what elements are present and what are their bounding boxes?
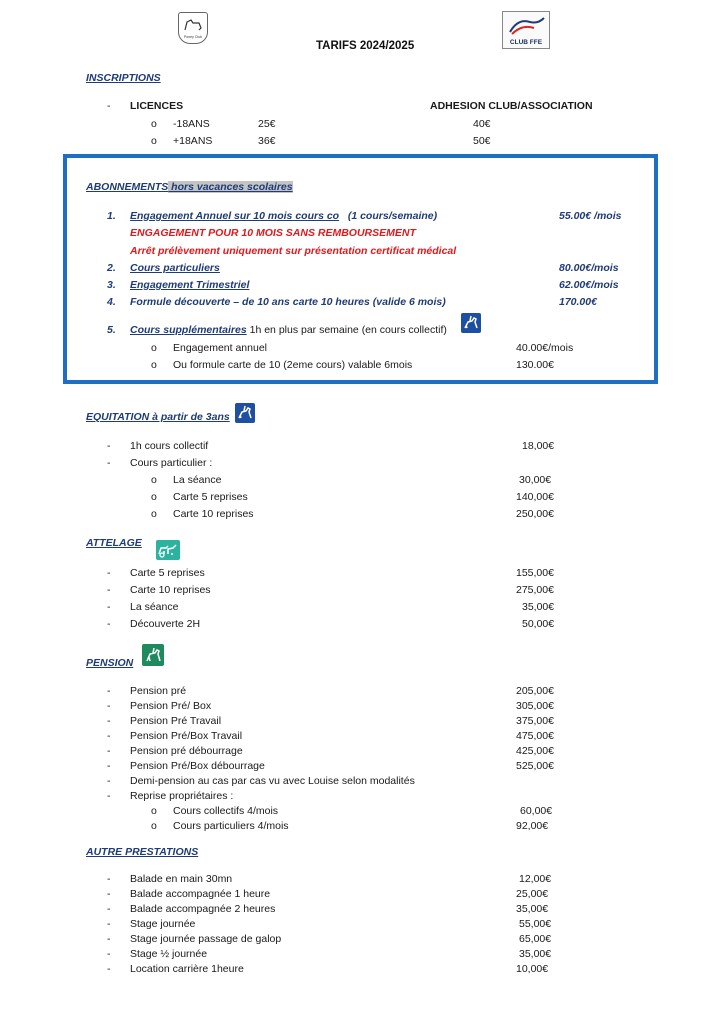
list-item-price: 18,00€ — [522, 440, 555, 452]
list-item-label: Reprise propriétaires : — [130, 790, 234, 802]
list-item-label: Pension pré débourrage — [130, 745, 243, 757]
list-dash: - — [107, 100, 111, 112]
sub-item-label: Ou formule carte de 10 (2eme cours) valable 6mois — [173, 359, 413, 371]
club-logo — [178, 12, 208, 44]
section-pension: PENSION — [86, 657, 134, 669]
list-item-price: 275,00€ — [516, 584, 554, 596]
abonnement-extra: 1h en plus par semaine (en cours collectif) — [246, 324, 447, 336]
list-circle: o — [151, 342, 157, 354]
sub-item-price: 40.00€/mois — [516, 342, 574, 354]
list-circle: o — [151, 135, 157, 147]
list-circle: o — [151, 474, 157, 486]
list-item-price: 155,00€ — [516, 567, 554, 579]
sub-item-price: 250,00€ — [516, 508, 554, 520]
list-item-label: Balade accompagnée 2 heures — [130, 903, 276, 915]
list-dash: - — [107, 584, 111, 596]
list-dash: - — [107, 873, 111, 885]
list-item-label: 1h cours collectif — [130, 440, 209, 452]
list-item-label: Cours particulier : — [130, 457, 213, 469]
club-logo-text: Poney Club — [183, 35, 203, 39]
sub-item-label: Carte 10 reprises — [173, 508, 254, 520]
list-dash: - — [107, 601, 111, 613]
list-item-price: 35,00€ — [522, 601, 555, 613]
list-item-price: 10,00€ — [516, 963, 549, 975]
sub-item-price: 140,00€ — [516, 491, 554, 503]
list-item-label: Balade en main 30mn — [130, 873, 233, 885]
list-item-price: 475,00€ — [516, 730, 554, 742]
list-item-price: 375,00€ — [516, 715, 554, 727]
list-item-label: Location carrière 1heure — [130, 963, 244, 975]
abonnement-extra: (1 cours/semaine) — [347, 210, 438, 222]
list-item-label: Carte 5 reprises — [130, 567, 205, 579]
sub-item-label: Cours collectifs 4/mois — [173, 805, 279, 817]
list-circle: o — [151, 359, 157, 371]
list-dash: - — [107, 715, 111, 727]
list-item-label: Stage ½ journée — [130, 948, 208, 960]
section-autres: AUTRE PRESTATIONS — [86, 846, 199, 858]
list-item-price: 55,00€ — [519, 918, 552, 930]
sub-item-price: 130.00€ — [516, 359, 554, 371]
item-number: 2. — [107, 262, 116, 274]
abonnement-price: 62.00€/mois — [559, 279, 619, 291]
adhesion-label: ADHESION CLUB/ASSOCIATION — [430, 100, 593, 112]
abonnement-item — [130, 210, 437, 222]
item-number: 3. — [107, 279, 116, 291]
list-item-label: Pension Pré/Box débourrage — [130, 760, 265, 772]
sub-item-label: Engagement annuel — [173, 342, 267, 354]
list-item-label: Pension Pré/ Box — [130, 700, 212, 712]
list-item-price: 35,00€ — [519, 948, 552, 960]
list-circle: o — [151, 805, 157, 817]
list-item-price: 305,00€ — [516, 700, 554, 712]
list-item-label: La séance — [130, 601, 179, 613]
list-item-label: Découverte 2H — [130, 618, 201, 630]
list-item-label: Balade accompagnée 1 heure — [130, 888, 271, 900]
sub-item-label: Carte 5 reprises — [173, 491, 248, 503]
list-dash: - — [107, 700, 111, 712]
abonnement-label: Cours supplémentaires — [130, 324, 247, 336]
list-item-price: 50,00€ — [522, 618, 555, 630]
list-item-label: Pension Pré Travail — [130, 715, 222, 727]
adhesion-price: 40€ — [473, 118, 491, 130]
list-dash: - — [107, 948, 111, 960]
age-label: +18ANS — [173, 135, 213, 147]
abonnement-price: 80.00€/mois — [559, 262, 619, 274]
ffe-logo — [502, 11, 550, 49]
list-circle: o — [151, 118, 157, 130]
abonnement-label: Formule découverte – de 10 ans carte 10 heures (valide 6 mois) — [130, 296, 446, 308]
licences-label: LICENCES — [130, 100, 184, 112]
list-item-price: 35,00€ — [516, 903, 549, 915]
page-title: TARIFS 2024/2025 — [316, 40, 415, 52]
list-item-label: Pension pré — [130, 685, 187, 697]
list-dash: - — [107, 888, 111, 900]
list-dash: - — [107, 760, 111, 772]
abonnements-heading: ABONNEMENTS — [86, 181, 169, 193]
abonnement-price: 55.00€ /mois — [559, 210, 622, 222]
section-inscriptions: INSCRIPTIONS — [86, 72, 161, 84]
list-circle: o — [151, 491, 157, 503]
list-circle: o — [151, 508, 157, 520]
horse-icon — [179, 16, 207, 34]
age-label: -18ANS — [173, 118, 210, 130]
ffe-logo-text: CLUB FFE — [509, 39, 543, 46]
list-item-label: Stage journée — [130, 918, 196, 930]
list-dash: - — [107, 745, 111, 757]
section-equitation: EQUITATION à partir de 3ans — [86, 411, 230, 423]
sub-item-price: 30,00€ — [519, 474, 552, 486]
abonnement-label: Engagement Annuel sur 10 mois cours co — [130, 210, 340, 222]
list-item-label: Pension Pré/Box Travail — [130, 730, 243, 742]
list-dash: - — [107, 440, 111, 452]
section-attelage: ATTELAGE — [86, 537, 142, 549]
list-item-label: Demi-pension au cas par cas vu avec Louise selon modalités — [130, 775, 415, 787]
list-circle: o — [151, 820, 157, 832]
ffe-horse-icon — [504, 14, 550, 38]
list-dash: - — [107, 918, 111, 930]
item-number: 4. — [107, 296, 116, 308]
attelage-icon — [156, 540, 180, 560]
list-dash: - — [107, 685, 111, 697]
list-dash: - — [107, 618, 111, 630]
list-dash: - — [107, 790, 111, 802]
list-item-price: 12,00€ — [519, 873, 552, 885]
warning-text: Arrêt prélèvement uniquement sur présentation certificat médical — [130, 245, 457, 257]
list-item-price: 425,00€ — [516, 745, 554, 757]
licence-price: 36€ — [258, 135, 276, 147]
list-item-price: 525,00€ — [516, 760, 554, 772]
sub-item-price: 92,00€ — [516, 820, 549, 832]
list-item-price: 205,00€ — [516, 685, 554, 697]
list-item-price: 65,00€ — [519, 933, 552, 945]
sub-item-label: La séance — [173, 474, 222, 486]
abonnement-label: Engagement Trimestriel — [130, 279, 250, 291]
dressage-icon — [235, 403, 255, 423]
list-item-price: 25,00€ — [516, 888, 549, 900]
list-dash: - — [107, 933, 111, 945]
list-dash: - — [107, 775, 111, 787]
list-dash: - — [107, 457, 111, 469]
abonnement-item — [130, 324, 447, 336]
sub-item-price: 60,00€ — [520, 805, 553, 817]
item-number: 1. — [107, 210, 116, 222]
list-dash: - — [107, 730, 111, 742]
list-item-label: Stage journée passage de galop — [130, 933, 282, 945]
sub-item-label: Cours particuliers 4/mois — [173, 820, 289, 832]
adhesion-price: 50€ — [473, 135, 491, 147]
warning-text: ENGAGEMENT POUR 10 MOIS SANS REMBOURSEMENT — [130, 227, 416, 239]
list-dash: - — [107, 963, 111, 975]
item-number: 5. — [107, 324, 116, 336]
pension-icon — [142, 644, 164, 666]
dressage-icon — [461, 313, 481, 333]
list-item-label: Carte 10 reprises — [130, 584, 211, 596]
licence-price: 25€ — [258, 118, 276, 130]
list-dash: - — [107, 903, 111, 915]
abonnement-price: 170.00€ — [559, 296, 597, 308]
list-dash: - — [107, 567, 111, 579]
section-abonnements — [86, 181, 293, 193]
abonnement-label: Cours particuliers — [130, 262, 220, 274]
abonnements-heading-highlight: hors vacances scolaires — [168, 181, 293, 193]
